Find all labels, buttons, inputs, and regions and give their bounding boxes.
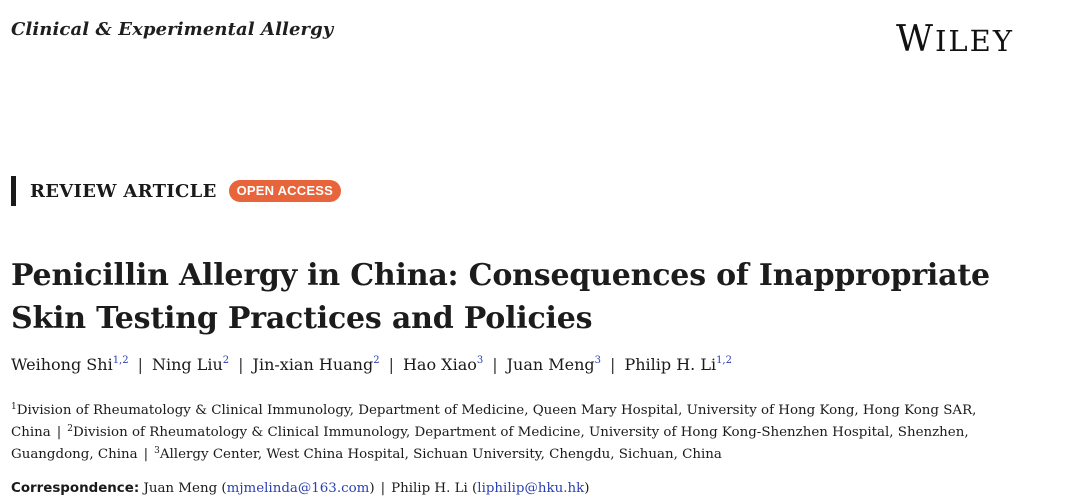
paren-open: (	[221, 481, 227, 496]
affiliation-list	[11, 400, 1051, 466]
article-title	[11, 254, 1071, 340]
author-name[interactable]: Ning Liu	[151, 355, 223, 374]
author-affiliation-link[interactable]: 3	[476, 355, 484, 366]
author-separator: |	[610, 355, 616, 374]
paren-open: (	[472, 481, 478, 496]
author-affiliation-link[interactable]: 2	[222, 355, 230, 366]
affiliation-text: Allergy Center, West China Hospital, Sichuan University, Chengdu, Sichuan, China	[159, 447, 722, 462]
author-separator: |	[492, 355, 498, 374]
affiliation-text: Division of Rheumatology & Clinical Immunology, Department of Medicine, Queen Mary Hospital, University of Hong Kong, Hong Kong SAR, China	[11, 403, 977, 440]
affiliation-number: 1	[11, 402, 17, 412]
author-affiliation-link[interactable]: 1,2	[716, 355, 732, 366]
correspondence-name: Juan Meng	[143, 481, 218, 496]
affiliation-number: 2	[67, 424, 74, 434]
author-affiliation-link[interactable]: 3	[594, 355, 602, 366]
affiliation-number: 3	[154, 446, 160, 456]
email-link[interactable]: mjmelinda@163.com	[226, 481, 370, 496]
correspondence-name: Philip H. Li	[391, 481, 468, 496]
author-name[interactable]: Philip H. Li	[624, 355, 717, 374]
open-access-badge[interactable]: OPEN ACCESS	[229, 180, 341, 202]
email-link[interactable]: liphilip@hku.hk	[477, 481, 585, 496]
correspondence-separator: |	[380, 481, 386, 496]
author-affiliation-link[interactable]: 1,2	[112, 355, 129, 366]
paren-close: )	[584, 481, 590, 496]
author-separator: |	[238, 355, 244, 374]
article-type-bar	[11, 176, 16, 206]
journal-name[interactable]: Clinical & Experimental Allergy	[11, 19, 334, 40]
publisher-logo-rest: ILEY	[934, 24, 1014, 58]
affiliation-text: Division of Rheumatology & Clinical Immunology, Department of Medicine, University of Hong Kong-Shenzhen Hospital, Shenzhen, Guangdong, China	[11, 425, 969, 462]
author-name[interactable]: Jin-xian Huang	[252, 355, 374, 374]
article-type-row	[11, 176, 341, 206]
author-name[interactable]: Hao Xiao	[402, 355, 477, 374]
article-type-label: REVIEW ARTICLE	[30, 180, 217, 202]
author-name[interactable]: Weihong Shi	[11, 355, 113, 374]
paren-close: )	[369, 481, 375, 496]
publisher-logo-initial: W	[895, 19, 935, 60]
article-title-line-2: Skin Testing Practices and Policies	[11, 301, 593, 336]
author-separator: |	[137, 355, 143, 374]
author-affiliation-link[interactable]: 2	[373, 355, 380, 366]
correspondence	[11, 481, 589, 496]
correspondence-label: Correspondence:	[11, 481, 140, 496]
author-separator: |	[388, 355, 394, 374]
author-list	[11, 355, 732, 374]
article-title-line-1: Penicillin Allergy in China: Consequences of Inappropriate	[11, 258, 990, 293]
affiliation-separator: |	[143, 447, 149, 462]
affiliation-separator: |	[56, 425, 62, 440]
publisher-logo[interactable]	[896, 20, 1014, 61]
author-name[interactable]: Juan Meng	[506, 355, 595, 374]
